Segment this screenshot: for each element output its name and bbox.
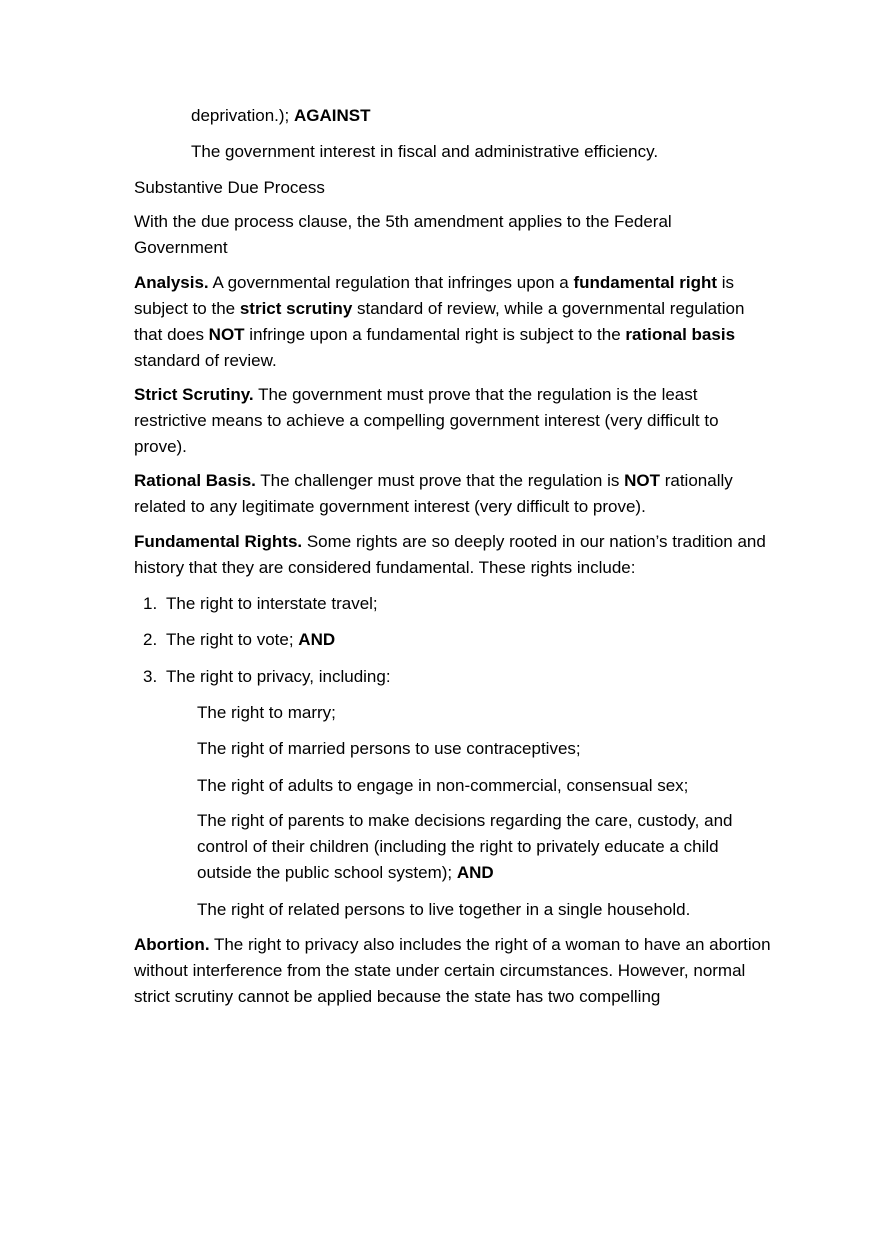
- analysis-text-3: standard of review, while a governmental regulation that does: [134, 299, 745, 344]
- strict-scrutiny-label: Strict Scrutiny.: [134, 385, 254, 404]
- analysis-text-2: is subject to the: [134, 273, 735, 318]
- analysis-text-4: infringe upon a fundamental right is subject to the: [244, 325, 626, 344]
- list-item: [143, 591, 157, 617]
- list-item: [143, 664, 157, 690]
- fundamental-rights-paragraph: [134, 529, 784, 581]
- list-item-text: [166, 627, 335, 653]
- list-item-label: The right to privacy, including:: [166, 667, 391, 686]
- analysis-text-1: A governmental regulation that infringes upon a: [208, 273, 574, 292]
- list-number: 3.: [143, 667, 158, 686]
- privacy-right-parents: [197, 808, 752, 886]
- list-item: [143, 627, 157, 653]
- list-item-label: The right to interstate travel;: [166, 594, 378, 613]
- privacy-right-marry: The right to marry;: [197, 703, 336, 722]
- list-item-text: [166, 591, 378, 617]
- continuation-line-1: [191, 103, 371, 129]
- parents-and-bold: AND: [456, 863, 494, 882]
- fundamental-rights-label: Fundamental Rights.: [134, 532, 303, 551]
- list-number: 1.: [143, 594, 158, 613]
- fundamental-right-bold: fundamental right: [573, 273, 718, 292]
- parents-right-text: The right of parents to make decisions regarding the care, custody, and control of their children (including the right to privately educate a child outside the public school system);: [197, 811, 733, 882]
- privacy-right-contraceptives: The right of married persons to use contraceptives;: [197, 739, 581, 758]
- abortion-label: Abortion.: [134, 935, 210, 954]
- list-item-label: The right to vote;: [166, 630, 299, 649]
- privacy-right-household: The right of related persons to live together in a single household.: [197, 900, 691, 919]
- analysis-label: Analysis.: [134, 273, 209, 292]
- abortion-paragraph: [134, 932, 774, 1010]
- and-bold: AND: [298, 630, 336, 649]
- rational-basis-label: Rational Basis.: [134, 471, 256, 490]
- analysis-text-5: standard of review.: [134, 351, 277, 370]
- fundamental-rights-text: Some rights are so deeply rooted in our nation’s tradition and history that they are considered fundamental. These rights include:: [134, 532, 766, 577]
- strict-scrutiny-text: The government must prove that the regulation is the least restrictive means to achieve a compelling government interest (very difficult to prove).: [134, 385, 719, 456]
- rational-basis-text-2: rationally related to any legitimate government interest (very difficult to prove).: [134, 471, 733, 516]
- continuation-line-2: The government interest in fiscal and administrative efficiency.: [191, 142, 659, 161]
- section-heading: Substantive Due Process: [134, 178, 325, 197]
- list-number: 2.: [143, 630, 158, 649]
- list-item-text: [166, 664, 391, 690]
- against-bold: AGAINST: [294, 106, 371, 125]
- not-bold: NOT: [208, 325, 245, 344]
- privacy-right-consensual-sex: The right of adults to engage in non-commercial, consensual sex;: [197, 776, 689, 795]
- rational-basis-paragraph: [134, 468, 754, 520]
- rational-basis-not-bold: NOT: [624, 471, 660, 490]
- analysis-paragraph: [134, 270, 764, 374]
- abortion-text: The right to privacy also includes the right of a woman to have an abortion without interference from the state under certain circumstances. However, normal strict scrutiny cannot be applied because the state has two compelling: [134, 935, 771, 1006]
- strict-scrutiny-paragraph: [134, 382, 744, 460]
- rational-basis-bold: rational basis: [625, 325, 736, 344]
- rational-basis-text-1: The challenger must prove that the regulation is: [255, 471, 625, 490]
- continuation-text: deprivation.);: [191, 106, 294, 125]
- intro-paragraph: With the due process clause, the 5th amendment applies to the Federal Government: [134, 212, 672, 257]
- strict-scrutiny-bold: strict scrutiny: [239, 299, 353, 318]
